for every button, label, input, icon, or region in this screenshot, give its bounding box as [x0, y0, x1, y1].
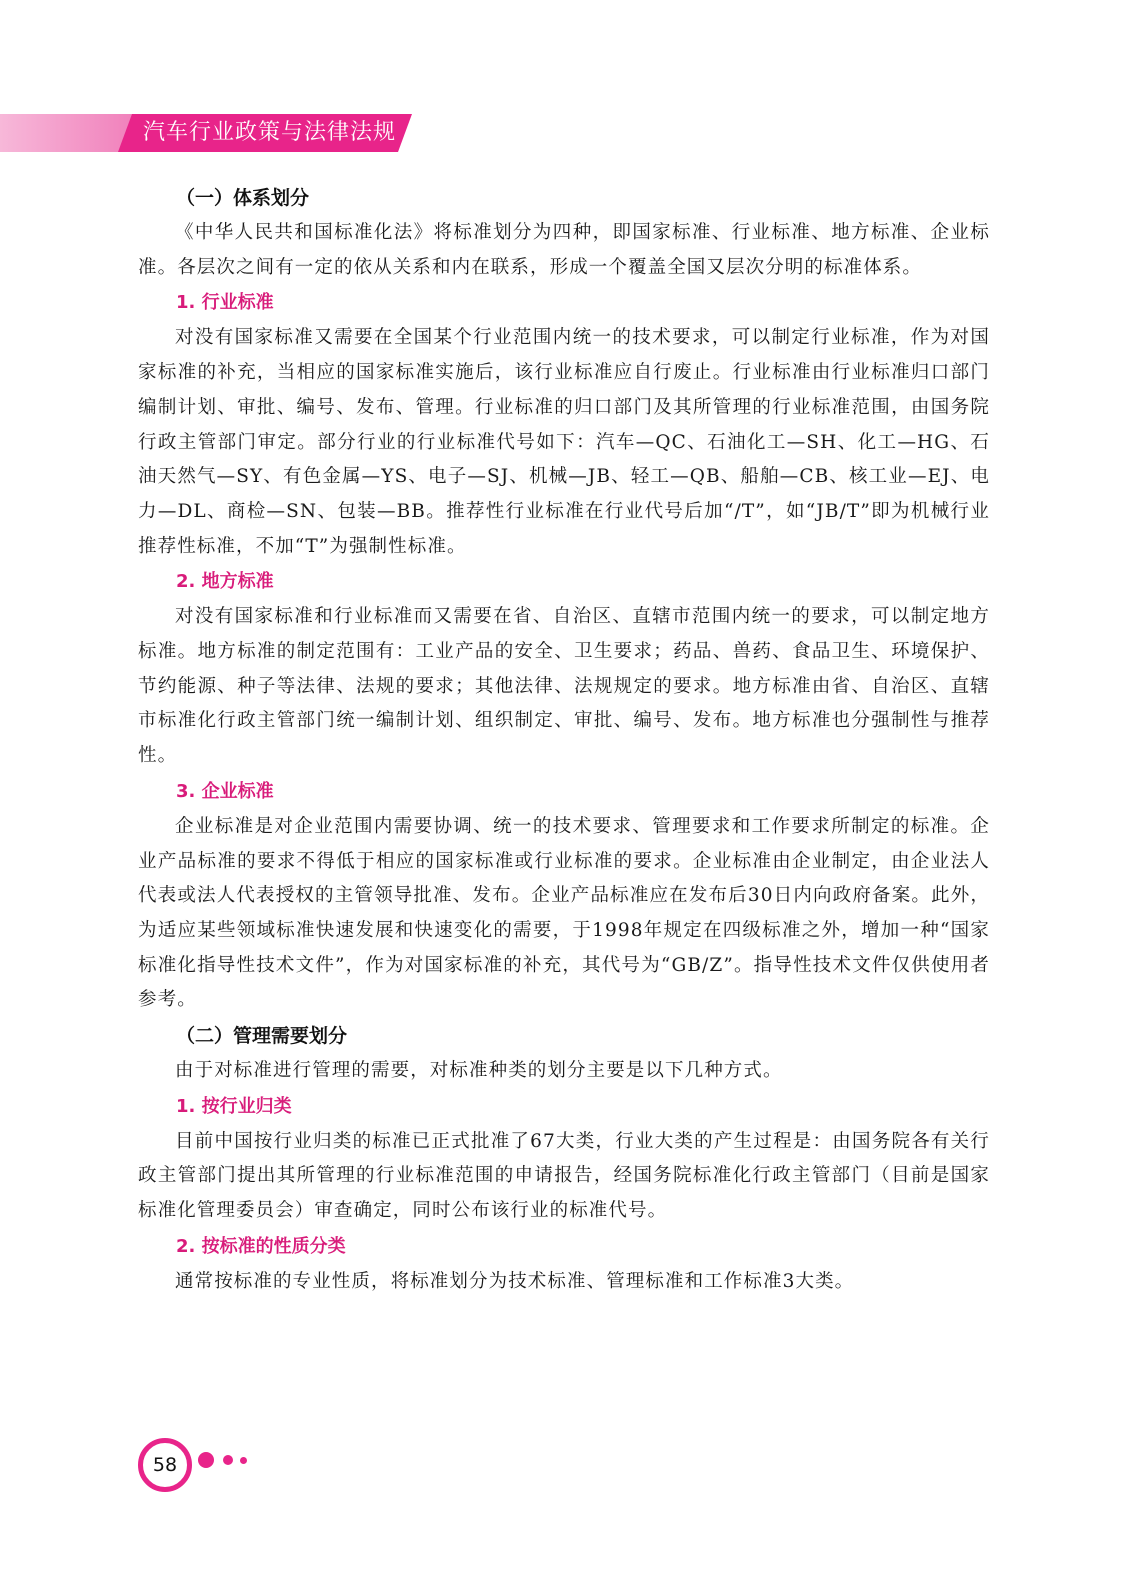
page-number-badge — [138, 1438, 192, 1492]
paragraph-by-nature: 通常按标准的专业性质，将标准划分为技术标准、管理标准和工作标准3大类。 — [175, 1270, 855, 1292]
decorative-dot-small — [240, 1457, 247, 1464]
subsection-title-by-industry: 1. 按行业归类 — [176, 1095, 292, 1117]
paragraph-local-standard: 对没有国家标准和行业标准而又需要在省、自治区、直辖市范围内统一的要求，可以制定地方标准。地方标准的制定范围有：工业产品的安全、卫生要求；药品、兽药、食品卫生、环境保护、节约能源、种子等法律、法规的要求；其他法律、法规规定的要求。地方标准由省、自治区、直辖市标准化行政主管部门统一编制计划、组织制定、审批、编号、发布。地方标准也分强制性与推荐性。 — [138, 606, 990, 767]
paragraph-management-intro: 由于对标准进行管理的需要，对标准种类的划分主要是以下几种方式。 — [175, 1060, 783, 1082]
section-title-system: （一）体系划分 — [176, 187, 310, 209]
running-header-title: 汽车行业政策与法律法规 — [143, 120, 397, 145]
subsection-title-local-standard: 2. 地方标准 — [176, 571, 274, 593]
paragraph-by-industry: 目前中国按行业归类的标准已正式批准了67大类，行业大类的产生过程是：由国务院各有关行政主管部门提出其所管理的行业标准范围的申请报告，经国务院标准化行政主管部门（目前是国家标准化管理委员会）审查确定，同时公布该行业的标准代号。 — [138, 1130, 990, 1222]
subsection-title-industry-standard: 1. 行业标准 — [176, 292, 274, 314]
paragraph-system-intro: 《中华人民共和国标准化法》将标准划分为四种，即国家标准、行业标准、地方标准、企业标准。各层次之间有一定的依从关系和内在联系，形成一个覆盖全国又层次分明的标准体系。 — [138, 222, 990, 278]
subsection-title-by-nature: 2. 按标准的性质分类 — [176, 1235, 346, 1257]
page-content — [138, 180, 990, 1300]
paragraph-enterprise-standard: 企业标准是对企业范围内需要协调、统一的技术要求、管理要求和工作要求所制定的标准。企业产品标准的要求不得低于相应的国家标准或行业标准的要求。企业标准由企业制定，由企业法人代表或法人代表授权的主管领导批准、发布。企业产品标准应在发布后30日内向政府备案。此外，为适应某些领域标准快速发展和快速变化的需要，于1998年规定在四级标准之外，增加一种“国家标准化指导性技术文件”，作为对国家标准的补充，其代号为“GB/Z”。指导性技术文件仅供使用者参考。 — [138, 815, 990, 1011]
decorative-dot-large — [198, 1452, 214, 1468]
paragraph-industry-standard: 对没有国家标准又需要在全国某个行业范围内统一的技术要求，可以制定行业标准，作为对国家标准的补充，当相应的国家标准实施后，该行业标准应自行废止。行业标准由行业标准归口部门编制计划、审批、编号、发布、管理。行业标准的归口部门及其所管理的行业标准范围，由国务院行政主管部门审定。部分行业的行业标准代号如下：汽车—QC、石油化工—SH、化工—HG、石油天然气—SY、有色金属—YS、电子—SJ、机械—JB、轻工—QB、船舶—CB、核工业—EJ、电力—DL、商检—SN、包装—BB。推荐性行业标准在行业代号后加“/T”，如“JB/T”即为机械行业推荐性标准，不加“T”为强制性标准。 — [138, 327, 990, 557]
subsection-title-enterprise-standard: 3. 企业标准 — [176, 780, 274, 802]
page-number: 58 — [152, 1454, 178, 1476]
section-title-management: （二）管理需要划分 — [176, 1025, 348, 1048]
decorative-dot-medium — [223, 1455, 233, 1465]
